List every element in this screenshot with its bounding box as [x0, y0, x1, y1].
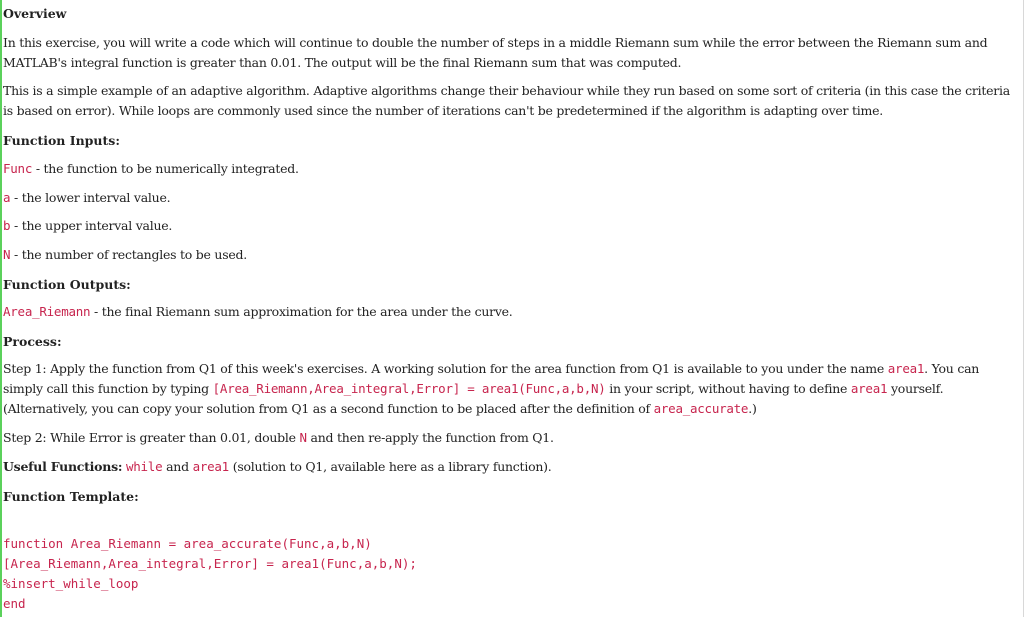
template-line-2: [Area_Riemann,Area_integral,Error] = area1(Func,a,b,N);	[3, 556, 417, 571]
input-b	[3, 216, 172, 236]
template-line-1: function Area_Riemann = area_accurate(Func,a,b,N)	[3, 536, 372, 551]
input-a	[3, 188, 170, 208]
useful-text-desc: (solution to Q1, available here as a library function).	[228, 459, 552, 474]
function-outputs-heading: Function Outputs:	[3, 277, 131, 292]
output-area-riemann	[3, 302, 513, 322]
useful-functions	[3, 457, 552, 477]
step2-text-2: and then re-apply the function from Q1.	[306, 430, 554, 445]
useful-functions-label: Useful Functions:	[3, 459, 123, 474]
input-b-desc: - the upper interval value.	[10, 218, 173, 233]
input-a-desc: - the lower interval value.	[10, 190, 171, 205]
template-line-4: end	[3, 596, 26, 611]
input-n-code: N	[3, 247, 11, 262]
useful-text-and: and	[162, 459, 193, 474]
template-line-3: %insert_while_loop	[3, 576, 139, 591]
output-desc: - the final Riemann sum approximation for the area under the curve.	[90, 304, 513, 319]
step1-text-2: . You can simply call this function by typing	[3, 361, 980, 396]
input-func	[3, 159, 299, 179]
function-template-code	[3, 534, 417, 614]
step1-text-1: Step 1: Apply the function from Q1 of this week's exercises. A working solution for the area function from Q1 is available to you under the name	[3, 361, 888, 376]
useful-code-area1: area1	[192, 459, 229, 474]
useful-code-while: while	[125, 459, 163, 474]
step1-text-4: yourself. (Alternatively, you can copy your solution from Q1 as a second function to be placed after the definition of	[3, 381, 944, 416]
step1-code-area1: area1	[887, 361, 925, 376]
input-b-code: b	[3, 218, 11, 233]
function-template-heading: Function Template:	[3, 489, 139, 504]
process-heading: Process:	[3, 334, 62, 349]
step1-code-area1-again: area1	[850, 381, 888, 396]
overview-paragraph-2: This is a simple example of an adaptive algorithm. Adaptive algorithms change their behaviour while they run based on some sort of criteria (in this case the criteria is based on error). While loops are commonly used since the number of iterations can't be predetermined if the algorithm is adapting over time.	[3, 83, 1010, 118]
input-func-desc: - the function to be numerically integrated.	[32, 161, 299, 176]
step2-text-1: Step 2: While Error is greater than 0.01, double	[3, 430, 300, 445]
input-a-code: a	[3, 190, 11, 205]
overview-paragraph-1: In this exercise, you will write a code which will continue to double the number of steps in a middle Riemann sum while the error between the Riemann sum and MATLAB's integral function is greater than 0.01. The output will be the final Riemann sum that was computed.	[3, 35, 988, 70]
input-n	[3, 245, 247, 265]
input-func-code: Func	[3, 161, 33, 176]
output-code: Area_Riemann	[3, 304, 91, 319]
step1-code-call: [Area_Riemann,Area_integral,Error] = area1(Func,a,b,N)	[212, 381, 606, 396]
step1-text-3: in your script, without having to define	[605, 381, 851, 396]
step2-code-n: N	[299, 430, 307, 445]
step1-code-area-accurate: area_accurate	[653, 401, 749, 416]
step1-text-5: .)	[748, 401, 757, 416]
function-inputs-heading: Function Inputs:	[3, 133, 120, 148]
process-step-2	[3, 428, 554, 448]
left-border-rule	[0, 0, 2, 617]
process-step-1	[3, 359, 1011, 419]
overview-heading: Overview	[3, 6, 67, 21]
input-n-desc: - the number of rectangles to be used.	[10, 247, 247, 262]
